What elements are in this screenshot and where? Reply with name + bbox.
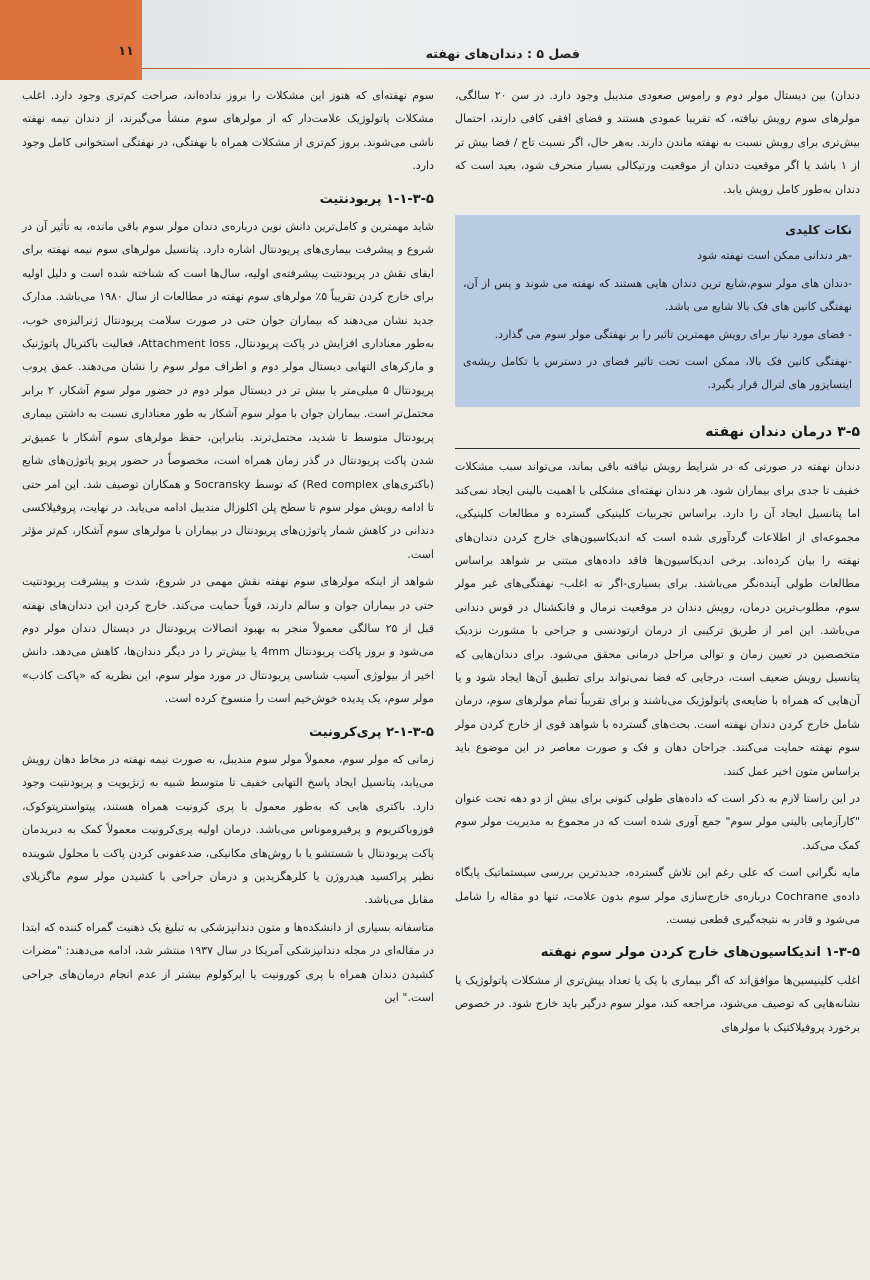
key-point-item: -هر دندانی ممکن است نهفته شود (697, 249, 852, 263)
left-column (22, 84, 434, 1013)
section-5-3-paragraph-2: در این راستا لازم به ذکر است که داده‌های طولی کنونی برای بیش از دو دهه تحت عنوان "کارآزمایی بالینی مولر سوم" جمع آوری شده است که در مجموع به مدیریت مولر سوم کمک می‌کند. (455, 791, 860, 852)
section-5-3-paragraph-3: مایه نگرانی است که علی رغم این تلاش گسترده، جدیدترین بررسی سیستماتیک پایگاه داده‌ی Cochrane درباره‌ی خارج‌سازی مولر سوم بدون علامت، تنها دو مقاله را شامل می‌شود و قادر به نتیجه‌گیری قطعی نیست. (455, 866, 860, 926)
chapter-title: فصل ۵ : دندان‌های نهفته (425, 46, 580, 61)
section-heading-pericoronitis: ۲-۱-۳-۵ پری‌کرونیت (308, 724, 434, 740)
periodontitis-paragraph-1: شاید مهمترین و کامل‌ترین دانش نوین درباره‌ی دندان مولر سوم باقی مانده، به تأثیر آن در شروع و پیشرفت بیماری‌های پریودنتال اشاره دارد. پتانسیل مولرهای سوم نیمه نهفته برای ایفای نقش در پریودنتیت پیشرفته‌ی اولیه، سال‌ها است که شناخته شده است و دلیل اولیه برای خارج کردن تقریباً ۵٪ مولرهای سوم نهفته در مطالعات از سال ۱۹۸۰ می‌باشد. مدارک جدید نشان می‌دهند که بیماران جوان حتی در صورت سلامت پریودنتال ژنرالیزه‌ی خوب، به‌طور معناداری افزایش در پاکت پریودنتال، Attachment loss، فعالیت باکتریال پاتوژنیک و مارکرهای التهابی دیستال مولر دوم و اطراف مولر سوم را نشان می‌دهند. عمق پروب پریودنتال ۵ میلی‌متر یا بیش تر در دیستال مولر دوم در حضور مولر سوم آشکار، ۲ برابر محتمل‌تر است. بیماران جوان با مولر سوم آشکار به طور معناداری نسبت به داشتن بیماری پریودنتال متوسط تا شدید، محتمل‌ترند. بنابراین، حفظ مولرهای سوم آشکار با عمیق‌تر شدن پاکت پریودنتال در گذر زمان همراه است، مخصوصاً در حضور پریو پاتوژن‌های شایع (باکتری‌های Red complex) که توسط Socransky و همکاران توصیف شد. این امر حتی تا ادامه رویش مولر سوم تا سطح پلن اکلوزال مندیبل ادامه می‌یابد. در نهایت، پروفیلاکسی دندانی در کاهش شمار پاتوژن‌های پریودنتال در بیماران با مولرهای سوم آشکار، کم‌تر مؤثر است. (22, 220, 435, 561)
periodontitis-paragraph-2: شواهد از اینکه مولرهای سوم نهفته نقش مهمی در شروع، شدت و پیشرفت پریودنتیت حتی در بیماران جوان و سالم دارند، قویاً حمایت می‌کند. خارج کردن این دندان‌های نهفته قبل از ۲۵ سالگی معمولاً منجر به بهبود اتصالات پریودنتال در دیستال دندان مولر دوم می‌شود و بروز پاکت پریودنتال 4mm یا بیش‌تر را در دیگر دندان‌ها، کاهش می‌دهد. دانش اخیر از بیولوژی آسیب شناسی پریودنتال در مورد مولر سوم، این نظریه که «پاکت کاذب» مولر سوم، یک پدیده خوش‌خیم است را منسوخ کرده است. (22, 575, 435, 706)
left-intro-paragraph: سوم نهفته‌ای که هنوز این مشکلات را بروز نداده‌اند، صراحت کم‌تری وجود دارد. اغلب مشکلات پاتولوژیک علامت‌دار که از مولرهای سوم منشأ می‌گیرند، از دندان نیمه نهفته ناشی می‌شوند. بروز کم‌تری از مشکلات همراه با نهفتگی، در نهفتگی استخوانی کامل وجود دارد. (22, 89, 434, 173)
key-point-item: -دندان های مولر سوم،شایع ترین دندان هایی هستند که نهفته می شوند و پس از آن، نهفتگی کانین های فک بالا شایع می باشد. (463, 276, 852, 314)
key-point-item: -نهفتگی کانین فک بالا، ممکن است تحت تاثیر فضای در دسترس یا تکامل ریشه‌ی اینسایزور های لترال قرار بگیرد. (463, 355, 852, 392)
header-rule (142, 68, 870, 69)
section-5-3-1-paragraph: اغلب کلینیسین‌ها موافق‌اند که اگر بیماری با یک یا تعداد بیش‌تری از مشکلات پاتولوژیک یا نشانه‌هایی که توصیف می‌شود، مراجعه کند، مولر سوم درگیر باید خارج شود. در خصوص برخورد پروفیلاکتیک با مولرهای (455, 973, 860, 1034)
section-heading-periodontitis: ۱-۱-۳-۵ پریودنتیت (319, 191, 434, 207)
key-point-item: - فضای مورد نیاز برای رویش مهمترین تاثیر را بر نهفتگی مولر سوم می گذارد. (494, 327, 852, 341)
pericoronitis-paragraph-2: متاسفانه بسیاری از دانشکده‌ها و متون دندانپزشکی به تبلیغ یک ذهنیت گمراه کننده که ابتدا در مقاله‌ای در مجله دندانپزشکی آمریکا در سال ۱۹۳۷ منتشر شد، ادامه می‌دهند: "مضرات کشیدن دندان همراه با پری کورونیت یا اپرکولوم بیشتر از عدم انجام درمان‌های جراحی است." این (22, 920, 434, 1005)
page-number: ۱۱ (118, 44, 134, 59)
section-5-3-paragraph-1: دندان نهفته در صورتی که در شرایط رویش نیافته باقی بماند، می‌تواند سبب مشکلات خفیف تا جدی برای بیماران شود. هر دندان نهفته‌ای مشکلی با اهمیت بالینی ایجاد نمی‌کند اما پتانسیل ایجاد آن را دارد. براساس تجربیات کلینیکی گسترده و مطالعات کلینیکی، مجموعه‌ای از اطلاعات گردآوری شده است که اندیکاسیون‌های خارج کردن دندان‌های نهفته را بیان کرده‌اند. برخی اندیکاسیون‌ها فاقد داده‌های مبتنی بر شواهد براساس مطالعات طولی آینده‌نگر می‌باشند. برای بسیاری-اگر نه اغلب- نهفتگی‌های غیر مولر سوم، مطلوب‌ترین درمان، رویش دندان در موقعیت نرمال و فانکشنال در قوس دندانی می‌باشد. این امر از طریق ترکیبی از درمان ارتودنسی و جراحی با مشورت نزدیک متخصصین در تعیین زمان و توالی مراحل درمانی محقق می‌شود. برای دندان‌هایی که پتانسیل رویش ضعیف است، درجایی که فضا نمی‌تواند برای تطبیق آن‌ها ایجاد شود و یا آن‌هایی که همراه با ضایعه‌ی پاتولوژیک می‌باشند و برای تقریباً تمام مولرهای سوم، درمان شامل خارج کردن دندان نهفته است. بحث‌های گسترده با شواهد قوی از خارج کردن مولر سوم نهفته حمایت می‌کنند. جراحان دهان و فک و صورت معاصر در این موضوع باید براساس متون اخیر عمل کنند. (455, 460, 860, 778)
key-points-box (455, 215, 860, 407)
key-points-title: نکات کلیدی (785, 223, 852, 238)
header-accent-block (0, 0, 142, 80)
pericoronitis-paragraph-1: زمانی که مولر سوم، معمولاً مولر سوم مندیبل، به صورت نیمه نهفته در مخاط دهان رویش می‌یابد، پتانسیل ایجاد پاسخ التهابی خفیف تا متوسط شبیه به ژنژیویت و پریودنتیت وجود دارد. باکتری هایی که به‌طور معمول با پری کرونیت همراه هستند، پپتواسترپتوکوک، فوزوباکتریوم و پرفیروموناس می‌باشد. درمان اولیه پری‌کرونیت معمولاً کمک به دبریدمان پاکت پریودنتال با شستشو یا با روش‌های مکانیکی، ضدعفونی کردن پاکت با محلول شوینده نظیر پراکسید هیدروژن یا کلرهگزیدین و درمان جراحی با کشیدن مولر سوم ماگزیلای مقابل می‌باشد. (22, 752, 434, 907)
right-intro-paragraph: دندان) بین دیستال مولر دوم و راموس صعودی مندیبل وجود دارد. در سن ۲۰ سالگی، مولرهای سوم رویش نیافته، که تقریبا عمودی هستند و فضای افقی کافی دارند، احتمال بیش‌تری برای رویش نسبت به نهفته ماندن دارند. به‌هر حال، اگر نسبت تاج / فضا بیش تر از ۱ باشد یا اگر موقعیت دندان از موقعیت ورتیکالی بسیار منحرف شود، بعید است که دندان به‌طور کامل رویش یابد. (455, 89, 860, 196)
right-column (455, 84, 860, 1043)
section-heading-5-3: ۳-۵ درمان دندان نهفته (455, 421, 860, 449)
section-heading-5-3-1: ۱-۳-۵ اندیکاسیون‌های خارج کردن مولر سوم نهفته (540, 945, 860, 961)
